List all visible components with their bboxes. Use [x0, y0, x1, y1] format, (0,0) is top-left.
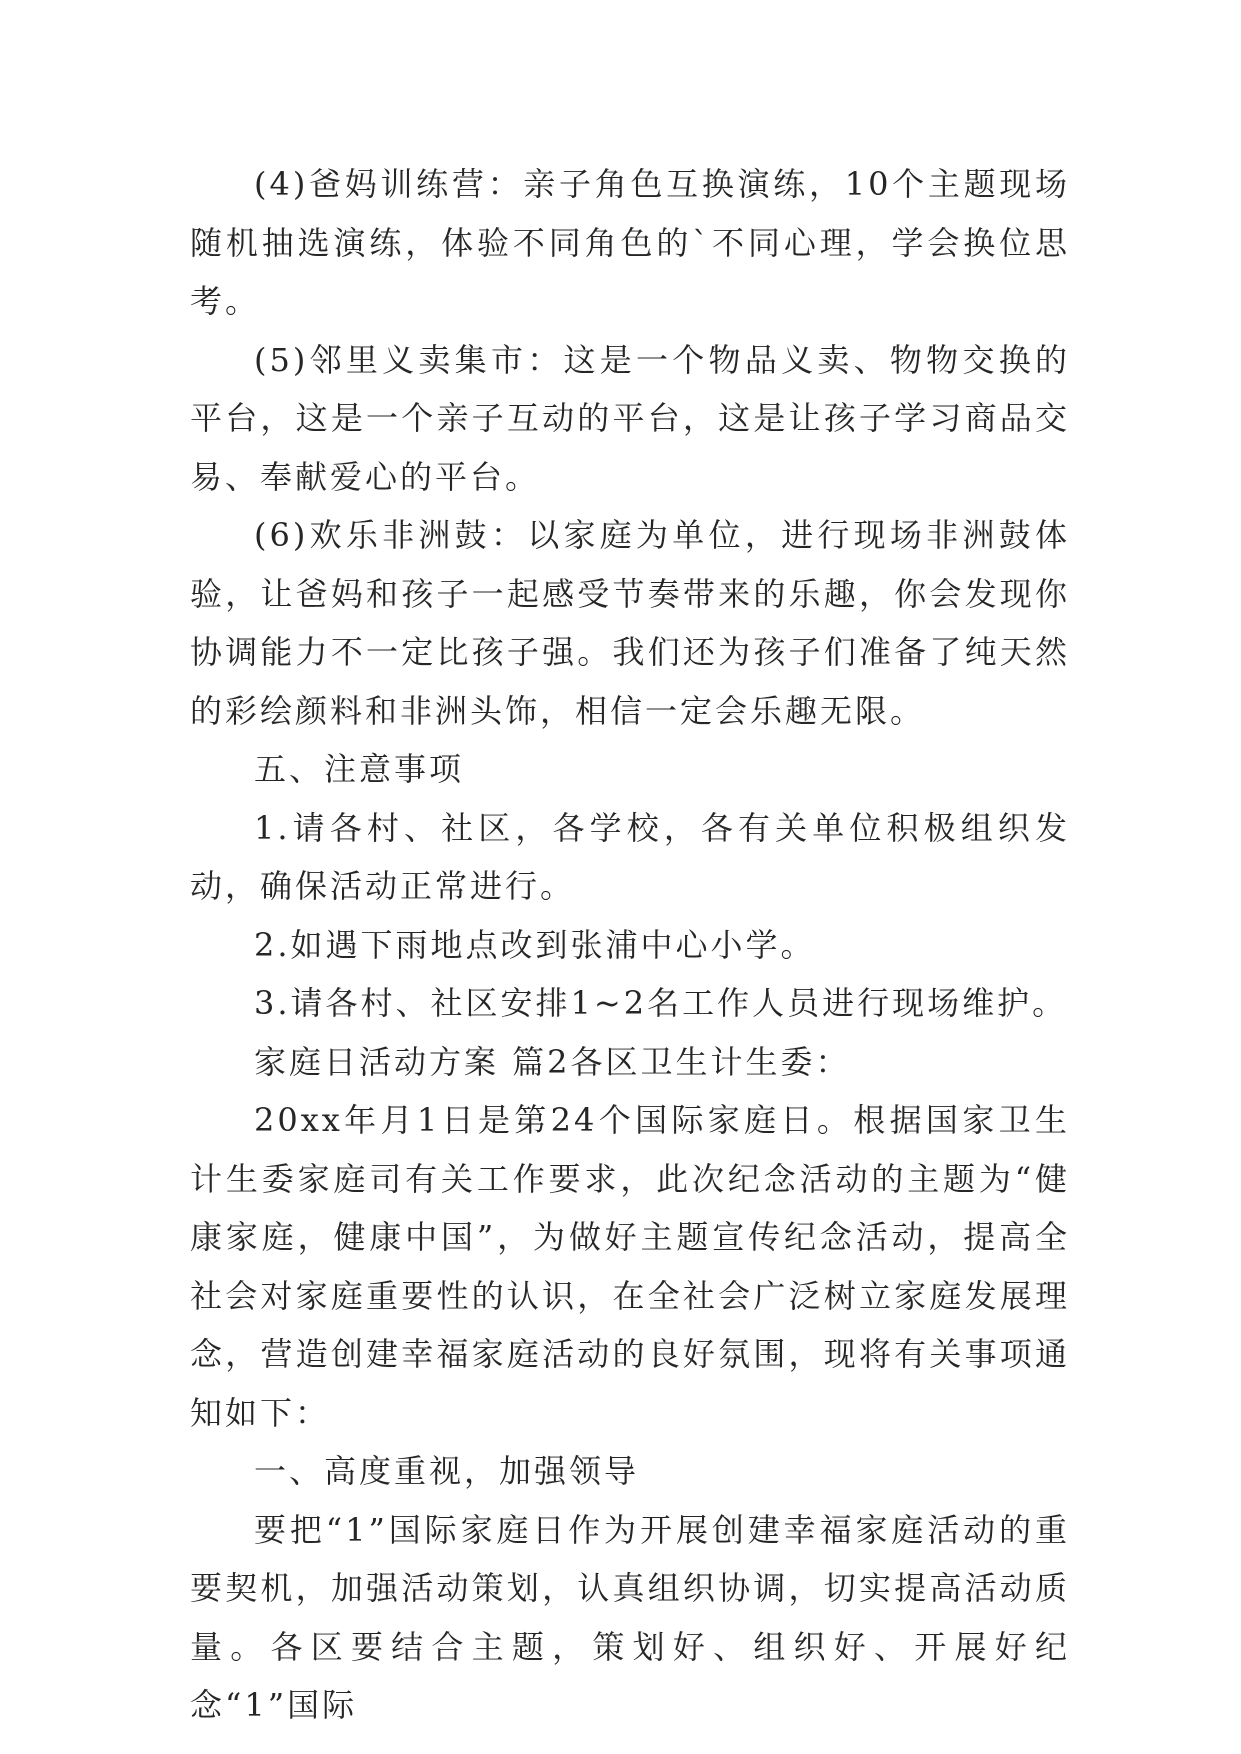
notice-item-3: 3.请各村、社区安排1~2名工作人员进行现场维护。 [254, 984, 1068, 1022]
paragraph-item-6: (6)欢乐非洲鼓：以家庭为单位，进行现场非洲鼓体验，让爸妈和孩子一起感受节奏带来的乐趣，你会发现你协调能力不一定比孩子强。我们还为孩子们准备了纯天然的彩绘颜料和非洲头饰，相信一定会乐趣无限。 [190, 516, 1070, 730]
plan-2-title: 家庭日活动方案 篇2各区卫生计生委： [254, 1042, 851, 1081]
paragraph-item-5: (5)邻里义卖集市：这是一个物品义卖、物物交换的平台，这是一个亲子互动的平台，这是让孩子学习商品交易、奉献爱心的平台。 [190, 340, 1070, 496]
document-body [190, 155, 1070, 1735]
section-heading-1: 一、高度重视，加强领导 [254, 1452, 640, 1490]
paragraph-item-4: (4)爸妈训练营：亲子角色互换演练，10个主题现场随机抽选演练，体验不同角色的`不同心理，学会换位思考。 [190, 165, 1070, 320]
section-1-paragraph: 要把“1”国际家庭日作为开展创建幸福家庭活动的重要契机，加强活动策划，认真组织协调，切实提高活动质量。各区要结合主题，策划好、组织好、开展好纪念“1”国际 [190, 1510, 1070, 1724]
notice-item-1: 1.请各村、社区，各学校，各有关单位积极组织发动，确保活动正常进行。 [190, 808, 1070, 905]
intro-paragraph: 20xx年月1日是第24个国际家庭日。根据国家卫生计生委家庭司有关工作要求，此次纪念活动的主题为“健康家庭，健康中国”，为做好主题宣传纪念活动，提高全社会对家庭重要性的认识，在全社会广泛树立家庭发展理念，营造创建幸福家庭活动的良好氛围，现将有关事项通知如下： [190, 1101, 1070, 1432]
notice-item-2: 2.如遇下雨地点改到张浦中心小学。 [254, 925, 816, 964]
section-heading-5: 五、注意事项 [254, 750, 465, 788]
